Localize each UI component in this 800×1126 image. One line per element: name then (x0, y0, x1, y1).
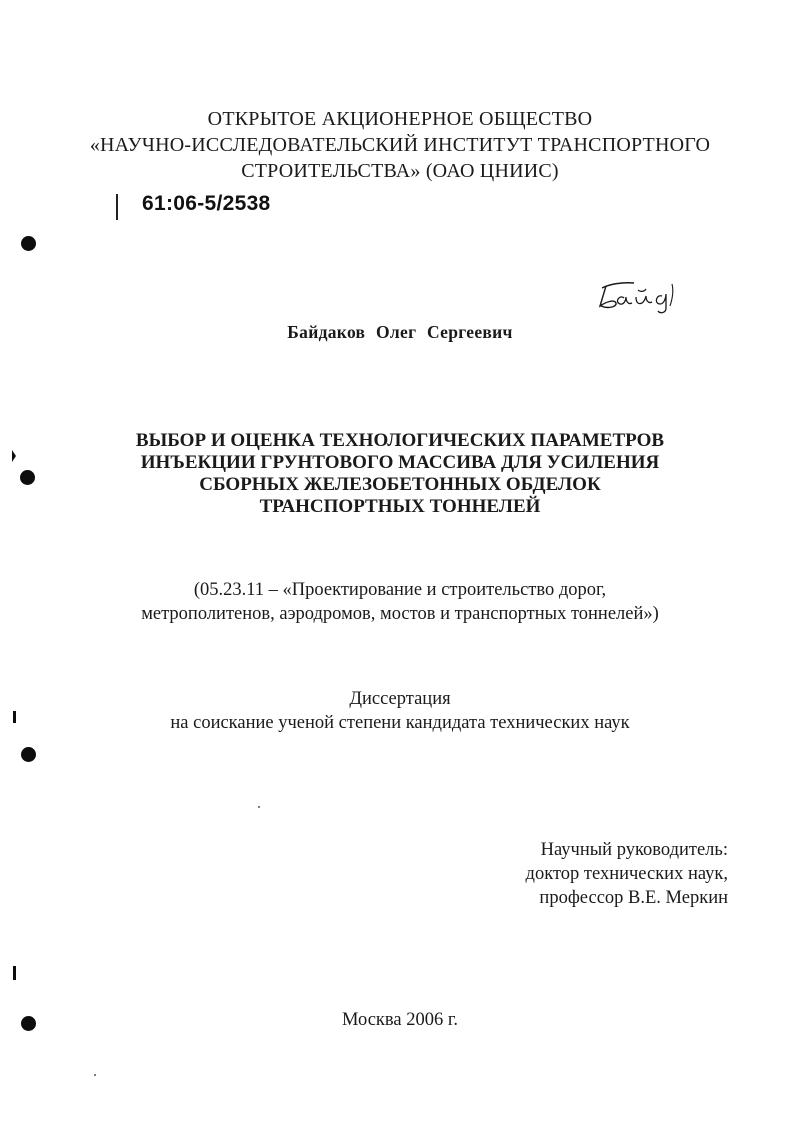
title-line: ИНЪЕКЦИИ ГРУНТОВОГО МАССИВА ДЛЯ УСИЛЕНИЯ (140, 452, 660, 473)
specialty-line: (05.23.11 – «Проектирование и строительство дорог, (193, 580, 607, 600)
scan-speck (94, 1074, 96, 1076)
handwritten-signature (592, 272, 688, 316)
specialty-line: метрополитенов, аэродромов, мостов и транспортных тоннелей») (141, 604, 659, 624)
supervisor-line: доктор технических наук, (525, 864, 728, 884)
scan-mark (13, 966, 16, 980)
organization-header (0, 106, 800, 184)
specialty (0, 578, 800, 626)
organization-line: ОТКРЫТОЕ АКЦИОНЕРНОЕ ОБЩЕСТВО (207, 108, 593, 130)
dissertation-title (0, 430, 800, 518)
binding-hole (20, 470, 35, 485)
title-line: ТРАНСПОРТНЫХ ТОННЕЛЕЙ (259, 496, 541, 517)
organization-line: СТРОИТЕЛЬСТВА» (ОАО ЦНИИС) (241, 160, 559, 182)
supervisor-line: Научный руководитель: (540, 840, 728, 860)
binding-hole (21, 747, 36, 762)
dissertation-label: Диссертация (349, 689, 451, 709)
title-line: ВЫБОР И ОЦЕНКА ТЕХНОЛОГИЧЕСКИХ ПАРАМЕТРОВ (135, 430, 665, 451)
dissertation-type (0, 687, 800, 735)
scan-speck (258, 806, 260, 808)
stamp-bar (116, 194, 118, 220)
binding-hole (21, 236, 36, 251)
author-name: Байдаков Олег Сергеевич (287, 322, 513, 342)
city-year: Москва 2006 г. (342, 1010, 458, 1030)
degree-line: на соискание ученой степени кандидата технических наук (170, 713, 630, 733)
title-line: СБОРНЫХ ЖЕЛЕЗОБЕТОННЫХ ОБДЕЛОК (199, 474, 601, 495)
scan-mark (13, 711, 16, 723)
supervisor-block (472, 838, 728, 910)
binding-hole (21, 1016, 36, 1031)
catalog-number: 61:06-5/2538 (142, 192, 271, 215)
supervisor-line: профессор В.Е. Меркин (539, 888, 728, 908)
organization-line: «НАУЧНО-ИССЛЕДОВАТЕЛЬСКИЙ ИНСТИТУТ ТРАНСПОРТНОГО (89, 134, 711, 156)
